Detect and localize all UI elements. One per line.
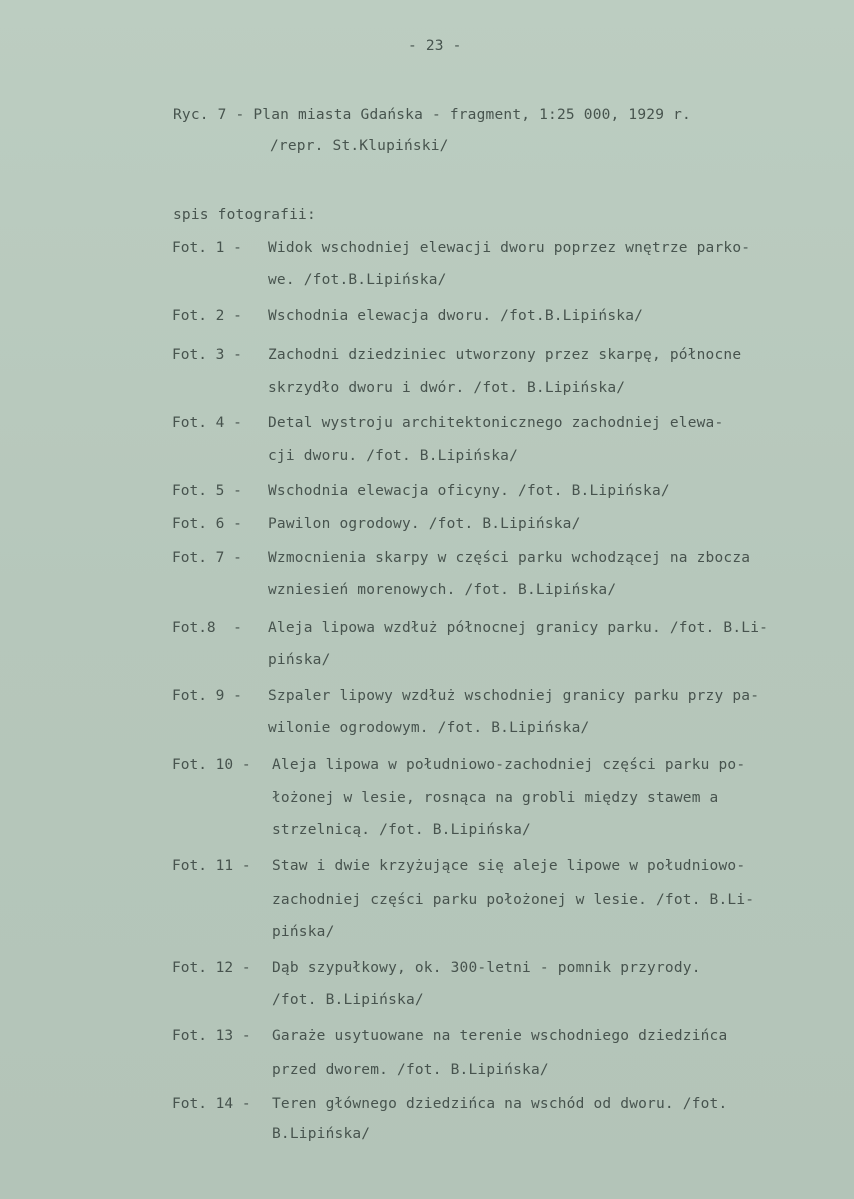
- photo-label: Fot. 4 -: [172, 415, 242, 431]
- figure-caption-line-1: Ryc. 7 - Plan miasta Gdańska - fragment, 1:25 000, 1929 r.: [173, 107, 691, 123]
- photo-description-line: Detal wystroju architektonicznego zachodniej elewa-: [268, 415, 724, 431]
- photo-label: Fot.8 -: [172, 620, 242, 636]
- photo-description-line: Szpaler lipowy wzdłuż wschodniej granicy parku przy pa-: [268, 688, 760, 704]
- figure-caption-line-2: /repr. St.Klupiński/: [270, 138, 449, 154]
- photo-label: Fot. 11 -: [172, 858, 251, 874]
- photo-description-line: Staw i dwie krzyżujące się aleje lipowe w południowo-: [272, 858, 746, 874]
- photo-description-line: Pawilon ogrodowy. /fot. B.Lipińska/: [268, 516, 581, 532]
- list-heading: spis fotografii:: [173, 207, 316, 223]
- photo-description-line: /fot. B.Lipińska/: [272, 992, 424, 1008]
- photo-description-line: Wzmocnienia skarpy w części parku wchodzącej na zbocza: [268, 550, 751, 566]
- photo-description-line: B.Lipińska/: [272, 1126, 371, 1142]
- photo-description-line: wilonie ogrodowym. /fot. B.Lipińska/: [268, 720, 590, 736]
- photo-description-line: pińska/: [272, 924, 335, 940]
- photo-description-line: skrzydło dworu i dwór. /fot. B.Lipińska/: [268, 380, 626, 396]
- photo-description-line: Widok wschodniej elewacji dworu poprzez wnętrze parko-: [268, 240, 751, 256]
- photo-description-line: cji dworu. /fot. B.Lipińska/: [268, 448, 519, 464]
- photo-description-line: strzelnicą. /fot. B.Lipińska/: [272, 822, 531, 838]
- photo-description-line: Zachodni dziedziniec utworzony przez skarpę, północne: [268, 347, 742, 363]
- photo-label: Fot. 9 -: [172, 688, 242, 704]
- photo-description-line: zachodniej części parku położonej w lesie. /fot. B.Li-: [272, 892, 755, 908]
- photo-description-line: przed dworem. /fot. B.Lipińska/: [272, 1062, 549, 1078]
- photo-label: Fot. 1 -: [172, 240, 242, 256]
- photo-label: Fot. 13 -: [172, 1028, 251, 1044]
- photo-label: Fot. 12 -: [172, 960, 251, 976]
- photo-description-line: łożonej w lesie, rosnąca na grobli między stawem a: [272, 790, 719, 806]
- photo-description-line: Wschodnia elewacja oficyny. /fot. B.Lipińska/: [268, 483, 670, 499]
- photo-label: Fot. 5 -: [172, 483, 242, 499]
- photo-description-line: pińska/: [268, 652, 331, 668]
- photo-label: Fot. 3 -: [172, 347, 242, 363]
- photo-description-line: Garaże usytuowane na terenie wschodniego dziedzińca: [272, 1028, 728, 1044]
- photo-label: Fot. 7 -: [172, 550, 242, 566]
- photo-description-line: Aleja lipowa w południowo-zachodniej części parku po-: [272, 757, 746, 773]
- photo-description-line: Dąb szypułkowy, ok. 300-letni - pomnik przyrody.: [272, 960, 701, 976]
- photo-description-line: Aleja lipowa wzdłuż północnej granicy parku. /fot. B.Li-: [268, 620, 769, 636]
- photo-label: Fot. 14 -: [172, 1096, 251, 1112]
- photo-description-line: Wschodnia elewacja dworu. /fot.B.Lipińska/: [268, 308, 644, 324]
- photo-label: Fot. 2 -: [172, 308, 242, 324]
- photo-description-line: we. /fot.B.Lipińska/: [268, 272, 447, 288]
- photo-label: Fot. 6 -: [172, 516, 242, 532]
- photo-description-line: wzniesień morenowych. /fot. B.Lipińska/: [268, 582, 617, 598]
- photo-label: Fot. 10 -: [172, 757, 251, 773]
- page-number: - 23 -: [408, 38, 462, 54]
- photo-description-line: Teren głównego dziedzińca na wschód od dworu. /fot.: [272, 1096, 728, 1112]
